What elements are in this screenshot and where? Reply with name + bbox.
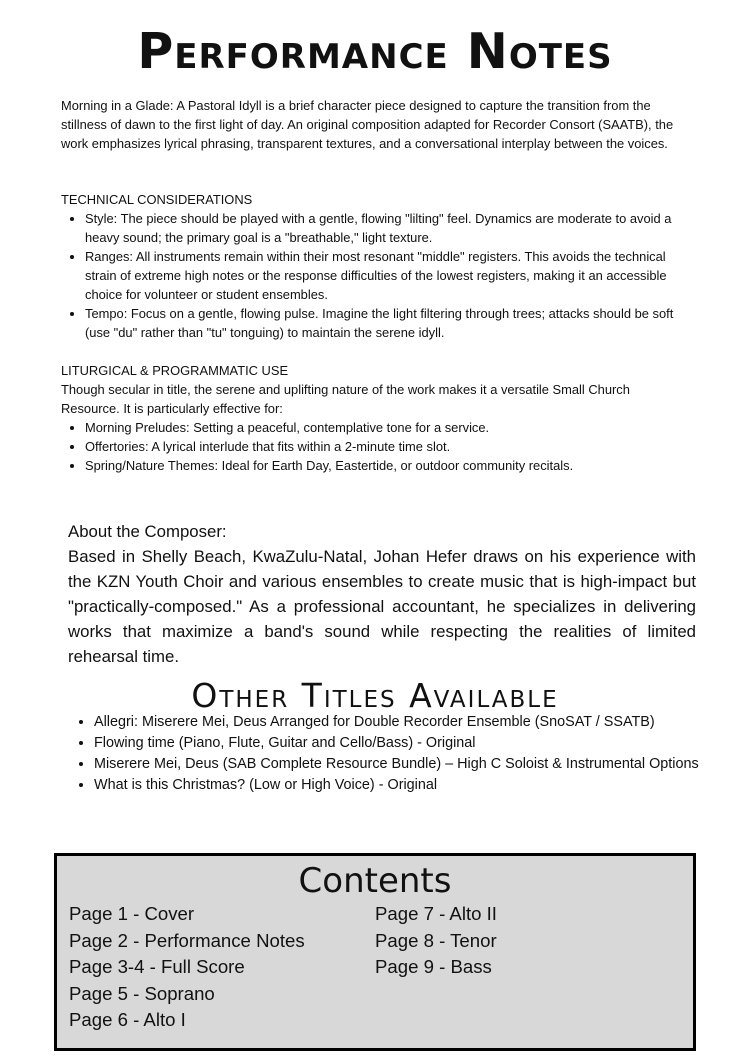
technical-item-tempo: • Tempo: Focus on a gentle, flowing pulse. Imagine the light filtering through trees; attacks should be soft (use "du" rather than "tu" tonguing) to maintain the serene idyll. bbox=[85, 304, 686, 342]
about-text: Based in Shelly Beach, KwaZulu-Natal, Johan Hefer draws on his experience with the KZN Youth Choir and various ensembles to create music that is high-impact but "practically-composed." As a professional accountant, he specializes in delivering works that maximize a band's sound while respecting the realities of limited rehearsal time. bbox=[68, 546, 696, 666]
about-composer-section bbox=[68, 520, 696, 669]
other-titles-heading: Other Titles Available bbox=[191, 676, 559, 715]
liturgical-item-spring: • Spring/Nature Themes: Ideal for Earth Day, Eastertide, or outdoor community recitals. bbox=[85, 456, 686, 475]
contents-entry: Page 2 - Performance Notes bbox=[69, 929, 305, 951]
contents-left-column bbox=[69, 901, 305, 1034]
other-title-item: • Allegri: Miserere Mei, Deus Arranged for Double Recorder Ensemble (SnoSAT / SSATB) bbox=[94, 712, 706, 733]
contents-entry: Page 6 - Alto I bbox=[69, 1009, 186, 1031]
intro-paragraph: Morning in a Glade: A Pastoral Idyll is a brief character piece designed to capture the transition from the stillness of dawn to the first light of day. An original composition adapted for Recorder Consort (SAATB), the work emphasizes lyrical phrasing, transparent textures, and a conversational interplay between the voices. bbox=[61, 98, 674, 151]
page-title: Performance Notes bbox=[137, 23, 613, 80]
other-title-item: • Miserere Mei, Deus (SAB Complete Resource Bundle) – High C Soloist & Instrumental Options bbox=[94, 754, 706, 775]
contents-heading: Contents bbox=[298, 861, 452, 901]
contents-box bbox=[54, 853, 696, 1051]
contents-entry: Page 8 - Tenor bbox=[375, 929, 497, 951]
contents-right-column bbox=[375, 901, 497, 981]
liturgical-item-offertories: • Offertories: A lyrical interlude that fits within a 2-minute time slot. bbox=[85, 437, 686, 456]
liturgical-text: Though secular in title, the serene and uplifting nature of the work makes it a versatile Small Church Resource. It is particularly effective for: bbox=[61, 382, 630, 416]
liturgical-list bbox=[61, 418, 686, 475]
contents-entry: Page 1 - Cover bbox=[69, 903, 195, 924]
other-titles-list bbox=[70, 712, 706, 796]
technical-heading: TECHNICAL CONSIDERATIONS bbox=[61, 192, 253, 207]
intro-section bbox=[61, 96, 686, 153]
contents-entry: Page 7 - Alto II bbox=[375, 903, 497, 924]
contents-entry: Page 3-4 - Full Score bbox=[69, 956, 245, 978]
contents-entry: Page 5 - Soprano bbox=[69, 982, 215, 1004]
liturgical-section bbox=[61, 361, 686, 475]
technical-item-ranges: • Ranges: All instruments remain within their most resonant "middle" registers. This avoids the technical strain of extreme high notes or the response difficulties of the lowest registers, making it an accessible choice for volunteer or student ensembles. bbox=[85, 247, 686, 304]
contents-entry: Page 9 - Bass bbox=[375, 956, 492, 978]
other-title-item: • Flowing time (Piano, Flute, Guitar and Cello/Bass) - Original bbox=[94, 733, 706, 754]
technical-list bbox=[61, 209, 686, 342]
other-title-item: • What is this Christmas? (Low or High Voice) - Original bbox=[94, 775, 706, 796]
technical-section bbox=[61, 190, 686, 342]
liturgical-item-preludes: • Morning Preludes: Setting a peaceful, contemplative tone for a service. bbox=[85, 418, 686, 437]
about-heading: About the Composer: bbox=[68, 522, 227, 541]
technical-item-style: • Style: The piece should be played with a gentle, flowing "lilting" feel. Dynamics are moderate to avoid a heavy sound; the primary goal is a "breathable," light texture. bbox=[85, 209, 686, 247]
liturgical-heading: LITURGICAL & PROGRAMMATIC USE bbox=[61, 363, 289, 378]
